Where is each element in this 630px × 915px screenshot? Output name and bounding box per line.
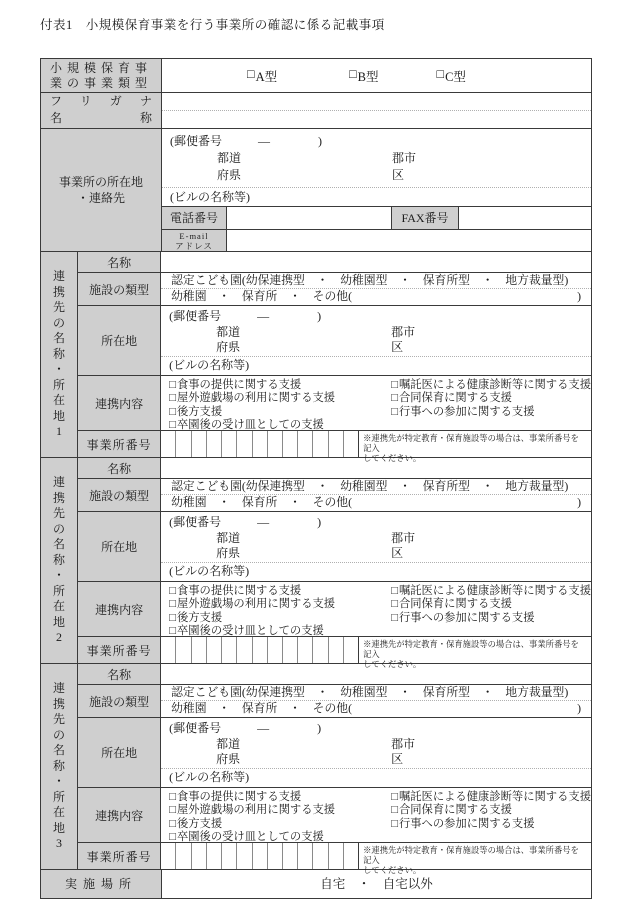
office-number-cell[interactable] — [176, 843, 191, 869]
cooperation-checkbox-graduation[interactable]: □卒園後の受け皿としての支援 — [169, 831, 324, 844]
cooperation-checkbox-playground[interactable]: □屋外遊戯場の利用に関する支援 — [169, 392, 336, 405]
facility-type-option-line-2[interactable]: 幼稚園 ・ 保育所 ・ その他( ) — [171, 495, 581, 509]
page-title: 付表1 小規模保育事業を行う事業所の確認に係る記載事項 — [40, 18, 385, 32]
furigana-name-row — [41, 92, 591, 128]
partner-name-label: 名称 — [78, 252, 161, 272]
pref-label: 都道 — [216, 736, 241, 751]
partner-address-label: 所在地 — [78, 512, 161, 581]
cooperation-checkbox-backup[interactable]: □後方支援 — [169, 405, 223, 418]
postal-code-line: (郵便番号 ― ) — [169, 515, 322, 529]
office-number-label: 事業所番号 — [78, 637, 161, 663]
office-address-input-area[interactable] — [162, 129, 591, 188]
cooperation-checkbox-joint-care[interactable]: □合同保育に関する支援 — [391, 598, 512, 611]
partner-building-input-area[interactable]: (ビルの名称等) — [169, 770, 250, 784]
checkbox-icon: □ — [391, 611, 398, 624]
cooperation-checkbox-events[interactable]: □行事への参加に関する支援 — [391, 405, 535, 418]
cooperation-checkbox-graduation[interactable]: □卒園後の受け皿としての支援 — [169, 625, 324, 638]
checkbox-icon: □ — [391, 392, 398, 405]
checkbox-icon: □ — [169, 419, 176, 432]
office-number-cell[interactable] — [298, 637, 313, 663]
cooperation-label: 連携内容 — [78, 788, 161, 842]
office-number-cell[interactable] — [161, 431, 176, 457]
cooperation-checkbox-health[interactable]: □嘱託医による健康診断等に関する支援 — [391, 585, 591, 597]
pref-label: 府県 — [217, 168, 242, 182]
office-number-cell[interactable] — [207, 637, 222, 663]
place-options[interactable]: 自宅 ・ 自宅以外 — [320, 877, 433, 891]
partner-section — [41, 663, 591, 875]
cooperation-checkbox-meals[interactable]: □食事の提供に関する支援 — [169, 585, 302, 597]
partner-address-input-area[interactable] — [161, 306, 591, 357]
checkbox-icon: □ — [391, 585, 398, 597]
checkbox-icon: □ — [169, 831, 176, 844]
ward-label: 区 — [392, 168, 405, 182]
cooperation-label: 連携内容 — [78, 582, 161, 636]
pref-label: 都道 — [217, 151, 242, 165]
facility-type-option-line-1[interactable]: 認定こども園(幼保連携型 ・ 幼稚園型 ・ 保育所型 ・ 地方裁量型) — [161, 685, 591, 701]
partner-side-label: 連携先の名称・所在地3 — [53, 681, 66, 851]
pref-label: 都道 — [216, 324, 241, 339]
cooperation-checkbox-playground[interactable]: □屋外遊戯場の利用に関する支援 — [169, 804, 336, 817]
office-number-cell[interactable] — [298, 843, 313, 869]
facility-type-label: 施設の類型 — [78, 273, 161, 305]
office-number-note: ※連携先が特定教育・保育施設等の場合は、事業所番号を記入 してください。 — [363, 846, 579, 875]
office-number-cell[interactable] — [313, 637, 328, 663]
ward-label: 区 — [391, 752, 404, 766]
office-number-cell[interactable] — [344, 637, 358, 663]
place-row — [41, 869, 591, 898]
place-label: 実施場所 — [41, 870, 162, 898]
office-number-cell[interactable] — [176, 637, 191, 663]
office-number-cell[interactable] — [176, 431, 191, 457]
partner-address-label: 所在地 — [78, 306, 161, 375]
cooperation-label: 連携内容 — [78, 376, 161, 430]
name-label: 名称 — [50, 110, 152, 125]
office-number-cell[interactable] — [253, 843, 268, 869]
office-number-cell[interactable] — [283, 431, 298, 457]
partner-name-label: 名称 — [78, 458, 161, 478]
office-number-cell[interactable] — [298, 431, 313, 457]
partner-address-input-area[interactable] — [161, 718, 591, 769]
office-number-cell[interactable] — [268, 431, 283, 457]
office-location-label: 事業所の所在地 ・連絡先 — [41, 129, 162, 251]
office-number-cell[interactable] — [313, 843, 328, 869]
office-location-row — [41, 128, 591, 251]
office-number-cell[interactable] — [222, 843, 237, 869]
checkbox-icon: □ — [391, 379, 398, 391]
checkbox-icon: □ — [169, 392, 176, 405]
partner-name-input-area[interactable] — [161, 252, 591, 272]
checkbox-icon: □ — [169, 598, 176, 611]
ward-label: 区 — [391, 546, 404, 560]
cooperation-checkbox-graduation[interactable]: □卒園後の受け皿としての支援 — [169, 419, 324, 432]
office-number-cell[interactable] — [283, 843, 298, 869]
checkbox-icon: □ — [436, 66, 445, 81]
postal-code-line: (郵便番号 ― ) — [169, 309, 322, 323]
partner-address-label: 所在地 — [78, 718, 161, 787]
office-number-cell[interactable] — [329, 431, 344, 457]
cooperation-checkbox-health[interactable]: □嘱託医による健康診断等に関する支援 — [391, 379, 591, 391]
office-number-cell[interactable] — [222, 637, 237, 663]
checkbox-icon: □ — [391, 791, 398, 803]
checkbox-icon: □ — [169, 791, 176, 803]
office-number-cell[interactable] — [329, 843, 344, 869]
checkbox-icon: □ — [391, 804, 398, 817]
city-label: 郡市 — [391, 736, 416, 751]
facility-type-option-line-2[interactable]: 幼稚園 ・ 保育所 ・ その他( ) — [171, 289, 581, 303]
pref-label: 府県 — [216, 340, 241, 354]
office-number-cell[interactable] — [313, 431, 328, 457]
cooperation-checkbox-backup[interactable]: □後方支援 — [169, 817, 223, 830]
office-number-cell[interactable] — [253, 637, 268, 663]
email-input-area[interactable] — [227, 230, 591, 251]
office-number-cell[interactable] — [344, 431, 358, 457]
checkbox-icon: □ — [391, 817, 398, 830]
pref-label: 都道 — [216, 530, 241, 545]
office-number-cells — [161, 637, 359, 663]
office-number-cell[interactable] — [207, 843, 222, 869]
checkbox-icon: □ — [169, 804, 176, 817]
partner-building-input-area[interactable]: (ビルの名称等) — [169, 564, 250, 578]
partner-side-label: 連携先の名称・所在地2 — [53, 475, 66, 645]
tel-label: 電話番号 — [162, 207, 227, 229]
checkbox-icon: □ — [169, 817, 176, 830]
office-number-cell[interactable] — [161, 843, 176, 869]
fax-label: FAX番号 — [392, 207, 459, 229]
office-number-cell[interactable] — [237, 431, 252, 457]
partner-section — [41, 251, 591, 463]
office-number-note: ※連携先が特定教育・保育施設等の場合は、事業所番号を記入 してください。 — [363, 434, 579, 463]
fax-input-area[interactable] — [459, 207, 591, 229]
facility-type-option-line-1[interactable]: 認定こども園(幼保連携型 ・ 幼稚園型 ・ 保育所型 ・ 地方裁量型) — [161, 479, 591, 495]
postal-code-line: (郵便番号 ― ) — [170, 134, 322, 148]
checkbox-icon: □ — [169, 585, 176, 597]
cooperation-checkbox-backup[interactable]: □後方支援 — [169, 611, 223, 624]
office-number-label: 事業所番号 — [78, 431, 161, 457]
postal-code-line: (郵便番号 ― ) — [169, 721, 322, 735]
furigana-input-area[interactable] — [162, 93, 591, 111]
partner-section — [41, 457, 591, 669]
ward-label: 区 — [391, 340, 404, 354]
checkbox-icon: □ — [391, 405, 398, 418]
form-table — [40, 58, 592, 899]
facility-type-option-line-2[interactable]: 幼稚園 ・ 保育所 ・ その他( ) — [171, 701, 581, 715]
partner-side-label: 連携先の名称・所在地1 — [53, 269, 66, 439]
office-number-cells — [161, 431, 359, 457]
checkbox-icon: □ — [169, 625, 176, 638]
facility-type-label: 施設の類型 — [78, 479, 161, 511]
office-number-cell[interactable] — [161, 637, 176, 663]
checkbox-icon: □ — [247, 66, 255, 81]
office-number-cell[interactable] — [253, 431, 268, 457]
pref-label: 府県 — [216, 546, 241, 560]
name-input-area[interactable] — [162, 111, 591, 128]
business-type-row — [41, 59, 591, 92]
business-type-option-b[interactable]: □ B型 — [349, 66, 379, 84]
checkbox-icon: □ — [391, 598, 398, 611]
office-number-cell[interactable] — [192, 637, 207, 663]
checkbox-icon: □ — [169, 379, 176, 391]
business-type-label: 小規模保育事業の事業類型 — [41, 59, 162, 92]
office-number-cell[interactable] — [344, 843, 358, 869]
partner-name-label: 名称 — [78, 664, 161, 684]
partner-building-input-area[interactable]: (ビルの名称等) — [169, 358, 250, 372]
office-number-cell[interactable] — [329, 637, 344, 663]
cooperation-checkbox-joint-care[interactable]: □合同保育に関する支援 — [391, 392, 512, 405]
office-number-cell[interactable] — [268, 843, 283, 869]
tel-input-area[interactable] — [227, 207, 392, 229]
business-type-option-a[interactable]: □ A型 — [247, 66, 278, 84]
cooperation-checkbox-joint-care[interactable]: □合同保育に関する支援 — [391, 804, 512, 817]
office-number-label: 事業所番号 — [78, 843, 161, 869]
partner-name-input-area[interactable] — [161, 664, 591, 684]
checkbox-icon: □ — [349, 66, 357, 81]
facility-type-label: 施設の類型 — [78, 685, 161, 717]
office-number-cell[interactable] — [222, 431, 237, 457]
partner-name-input-area[interactable] — [161, 458, 591, 478]
cooperation-checkbox-events[interactable]: □行事への参加に関する支援 — [391, 611, 535, 624]
business-type-option-c[interactable]: □ C型 — [436, 66, 466, 84]
office-number-cell[interactable] — [268, 637, 283, 663]
partner-address-input-area[interactable] — [161, 512, 591, 563]
cooperation-checkbox-health[interactable]: □嘱託医による健康診断等に関する支援 — [391, 791, 591, 803]
office-number-cell[interactable] — [192, 843, 207, 869]
pref-label: 府県 — [216, 752, 241, 766]
cooperation-checkbox-meals[interactable]: □食事の提供に関する支援 — [169, 379, 302, 391]
office-number-note: ※連携先が特定教育・保育施設等の場合は、事業所番号を記入 してください。 — [363, 640, 579, 669]
building-name-input-area[interactable]: (ビルの名称等) — [162, 188, 591, 207]
checkbox-icon: □ — [169, 405, 176, 418]
cooperation-checkbox-meals[interactable]: □食事の提供に関する支援 — [169, 791, 302, 803]
furigana-label: フリガナ — [50, 93, 152, 108]
office-number-cell[interactable] — [283, 637, 298, 663]
furigana-name-label — [41, 93, 162, 128]
business-type-options — [162, 59, 591, 92]
office-number-cell[interactable] — [237, 637, 252, 663]
office-number-cell[interactable] — [192, 431, 207, 457]
cooperation-checkbox-playground[interactable]: □屋外遊戯場の利用に関する支援 — [169, 598, 336, 611]
city-label: 郡市 — [392, 151, 417, 165]
office-number-cells — [161, 843, 359, 869]
facility-type-option-line-1[interactable]: 認定こども園(幼保連携型 ・ 幼稚園型 ・ 保育所型 ・ 地方裁量型) — [161, 273, 591, 289]
city-label: 郡市 — [391, 324, 416, 339]
email-label: E-mail アドレス — [162, 230, 227, 251]
city-label: 郡市 — [391, 530, 416, 545]
office-number-cell[interactable] — [207, 431, 222, 457]
office-number-cell[interactable] — [237, 843, 252, 869]
cooperation-checkbox-events[interactable]: □行事への参加に関する支援 — [391, 817, 535, 830]
checkbox-icon: □ — [169, 611, 176, 624]
